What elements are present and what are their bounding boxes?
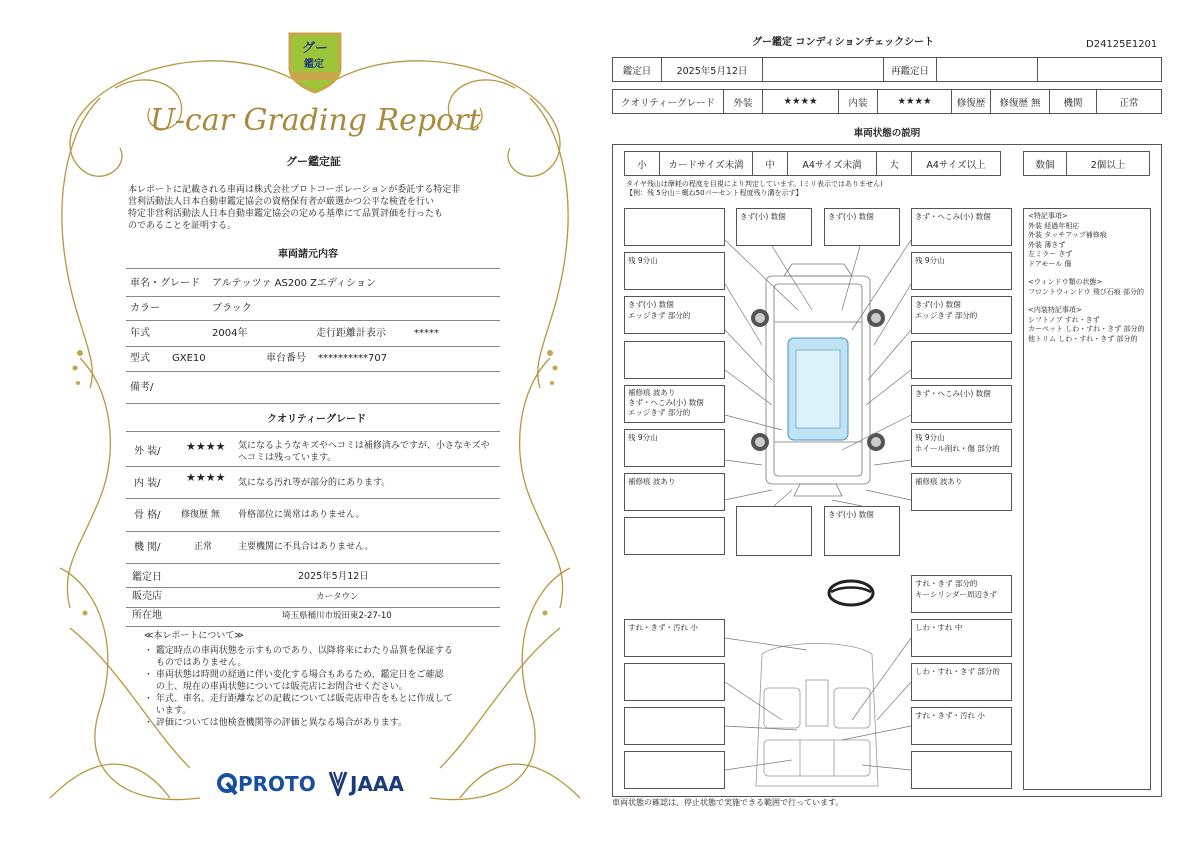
- shop-label: 販売店: [132, 591, 162, 602]
- callout-box: きず・へこみ(小) 数個: [911, 385, 1012, 423]
- legend-large-desc: A4サイズ以上: [911, 151, 1001, 176]
- r1-re-value: [936, 57, 1038, 82]
- repair-label: 修復歴: [951, 89, 991, 114]
- address-value: 埼玉県桶川市坂田東2-27-10: [282, 611, 392, 621]
- callout-box: しわ・すれ・きず 部分的: [911, 663, 1012, 701]
- callout-box: 補修痕 波あり: [911, 473, 1012, 511]
- steering-wheel-icon: [826, 578, 876, 608]
- int-label: 内装: [838, 89, 878, 114]
- grading-report-page: [40, 28, 590, 828]
- sheet-title: グー鑑定 コンディションチェックシート: [752, 37, 935, 48]
- callout-box: しわ・すれ 中: [911, 619, 1012, 657]
- exterior-text: 気になるようなキズやヘコミは補修済みですが、小さなキズや ヘコミは残っています。: [238, 441, 490, 463]
- jaaa-logo-icon: [328, 770, 348, 796]
- callout-box: すれ・きず 部分的 キーシリンダー周辺きず: [911, 575, 1012, 613]
- engine-label: 機 関/: [134, 542, 161, 553]
- interior-text: 気になる汚れ等が部分的にあります。: [238, 478, 391, 488]
- callout-box: 残 9分山: [624, 429, 725, 467]
- color-label: カラー: [130, 303, 160, 314]
- legend-mid: 中: [752, 151, 788, 176]
- legend-large: 大: [876, 151, 912, 176]
- year-value: 2004年: [212, 328, 248, 339]
- remarks-label: 備考/: [130, 382, 154, 393]
- callout-box: 残 9分山: [624, 252, 725, 290]
- callout-box: きず(小) 数個: [824, 208, 900, 246]
- repair-value: 修復歴 無: [990, 89, 1050, 114]
- doc-id: D24125E1201: [1086, 39, 1158, 50]
- jaaa-logo-text: JAAA: [350, 772, 404, 796]
- notes-list: ・ 鑑定時点の車両状態を示すものであり、以降将来にわたり品質を保証する ものではありません。 ・ 車両状態は時間の経過に伴い変化する場合もあるため、鑑定日をご確認 の上、現在の車両状態については販売店にお問合せください。 ・ 年式、車名、走行距離などの記載については販売店申告をもとに作成して います。 ・ 評価については他検査機関等の評価と異なる場合があります。: [144, 646, 453, 728]
- car-name-label: 車名・グレード: [130, 278, 200, 289]
- proto-logo-text: PROTO: [238, 772, 316, 796]
- callout-box: きず(小) 数個 エッジきず 部分的: [911, 296, 1012, 334]
- intro-text: 本レポートに記載される車両は株式会社プロトコーポレーションが委託する特定非 営利活動法人日本自動車鑑定協会の資格保有者が厳選かつ公平な検査を行い 特定非営利活動法人日本自動車鑑定協会の定める基準にて品質評価を行ったも のであることを証明する。: [128, 185, 461, 231]
- callout-box: きず(小) 数個: [736, 208, 812, 246]
- engine-label: 機関: [1049, 89, 1097, 114]
- quality-header: クオリティーグレード: [267, 414, 366, 425]
- badge-top-text: グー: [302, 41, 329, 56]
- callout-box: きず・へこみ(小) 数個: [911, 208, 1012, 246]
- shop-value: カータウン: [316, 592, 359, 602]
- interior-label: 内 装/: [134, 478, 161, 489]
- legend-small: 小: [624, 151, 660, 176]
- callout-box: 補修痕 波あり: [624, 473, 725, 511]
- car-name-value: アルテッツァ AS200 Zエディション: [212, 278, 376, 289]
- year-label: 年式: [130, 328, 150, 339]
- frame-label: 骨 格/: [134, 510, 161, 521]
- report-subtitle: グー鑑定証: [286, 155, 341, 168]
- spec-header: 車両諸元内容: [278, 249, 338, 260]
- mileage-value: *****: [414, 328, 439, 339]
- sheet-footer: 車両状態の確認は、停止状態で実施できる範囲で行っています。: [612, 798, 844, 807]
- mileage-label: 走行距離計表示: [316, 328, 386, 339]
- proto-logo-icon: [216, 772, 238, 796]
- frame-text: 骨格部位に異常はありません。: [238, 510, 365, 520]
- callout-box: 補修痕 波あり きず・へこみ(小) 数個 エッジきず 部分的: [624, 385, 725, 423]
- legend-small-desc: カードサイズ未満: [659, 151, 753, 176]
- callout-box: 残 9分山 ホイール削れ・傷 部分的: [911, 429, 1012, 467]
- model-value: GXE10: [172, 353, 206, 364]
- tire-note: タイヤ残山は摩耗の程度を目視により判定しています。(ミリ表示ではありません) 【例：残 5分山＝概ね50パーセント程度残り溝を示す】: [626, 180, 883, 197]
- badge-bottom-text: 鑑定: [304, 59, 324, 70]
- notes-title: ≪本レポートについて≫: [144, 631, 244, 641]
- model-label: 型式: [130, 353, 150, 364]
- r1-date-label: 鑑定日: [612, 57, 662, 82]
- grade-label: クオリティーグレード: [612, 89, 724, 114]
- interior-leader-lines: [612, 610, 1032, 800]
- legend-count-desc: 2個以上: [1066, 151, 1150, 176]
- engine-text: 主要機関に不具合はありません。: [238, 542, 374, 552]
- section-title: 車両状態の説明: [612, 120, 1162, 145]
- engine-value: 正常: [194, 542, 213, 552]
- report-title: U-car Grading Report: [150, 103, 481, 138]
- engine-value: 正常: [1096, 89, 1162, 114]
- r1-date-value: 2025年5月12日: [661, 57, 763, 82]
- callout-box: きず(小) 数個: [824, 506, 900, 556]
- r1-re-label: 再鑑定日: [883, 57, 937, 82]
- int-stars: ★★★★: [877, 89, 952, 114]
- frame-value: 修復歴 無: [181, 510, 220, 520]
- address-label: 所在地: [132, 610, 162, 621]
- legend-count-label: 数個: [1023, 151, 1067, 176]
- date-label: 鑑定日: [132, 572, 162, 583]
- callout-box: すれ・きず・汚れ 小: [911, 707, 1012, 745]
- condition-check-sheet: [612, 30, 1164, 820]
- callout-box: きず(小) 数個 エッジきず 部分的: [624, 296, 725, 334]
- leader-lines: [612, 200, 1032, 570]
- callout-box: すれ・きず・汚れ 小: [624, 619, 725, 657]
- r1-blank-a: [762, 57, 884, 82]
- color-value: ブラック: [212, 303, 252, 314]
- exterior-label: 外 装/: [134, 446, 161, 457]
- chassis-label: 車台番号: [266, 353, 306, 364]
- legend-mid-desc: A4サイズ未満: [787, 151, 877, 176]
- exterior-stars: ★★★★: [186, 440, 226, 453]
- callout-box: 残 9分山: [911, 252, 1012, 290]
- chassis-value: **********707: [318, 353, 388, 364]
- r1-blank-b: [1037, 57, 1162, 82]
- ext-stars: ★★★★: [762, 89, 839, 114]
- date-value: 2025年5月12日: [298, 571, 369, 582]
- interior-stars: ★★★★: [186, 471, 226, 484]
- ext-label: 外装: [723, 89, 763, 114]
- remarks-box: <特記事項> 外装 経過年相応 外装 タッチアップ補修痕 外装 薄きず 左ミラー きず ドアモール 傷 <ウィンドウ類の状態> フロントウィンドウ 飛び石痕 部分的 <内装特記事項> シフトノブ すれ・きず カーペット しわ・すれ・きず 部分的 他トリム しわ・すれ・きず 部分的: [1023, 208, 1151, 790]
